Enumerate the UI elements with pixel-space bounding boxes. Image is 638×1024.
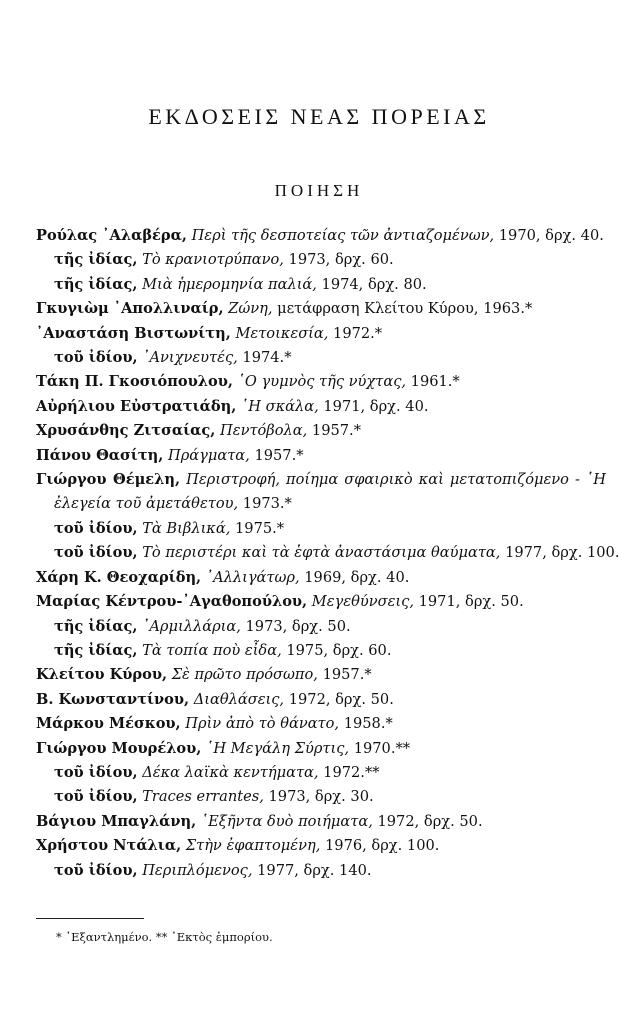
entry-title: Πρὶν ἀπὸ τὸ θάνατο, — [185, 715, 340, 733]
entry-title: Τὸ κρανιοτρύπανο, — [142, 251, 284, 269]
entry-title: Μετοικεσία, — [235, 324, 329, 342]
entry-title: Μεγεθύνσεις, — [311, 593, 414, 611]
list-item — [36, 712, 606, 736]
entry-title: Πεντόβολα, — [220, 422, 308, 440]
entry-details: 1970, δρχ. 40. — [498, 227, 604, 244]
entry-details: 1976, δρχ. 100. — [325, 837, 440, 855]
entry-author: ᾽Αναστάση Βιστωνίτη, — [36, 324, 231, 342]
entry-author: Αὐρήλιου Εὐστρατιάδη, — [36, 397, 237, 415]
entry-details: 1977, δρχ. 140. — [257, 861, 372, 879]
entry-author: Γιώργου Μουρέλου, — [36, 739, 202, 757]
entry-title: Τὸ περιστέρι καὶ τὰ ἑφτὰ ἀναστάσιμα θαύματα, — [142, 544, 501, 562]
list-item — [36, 492, 606, 516]
entry-title: ᾽Αρμιλλάρια, — [142, 617, 241, 635]
entry-author: Γιώργου Θέμελη, — [36, 471, 181, 489]
entry-title: Ζώνη, — [228, 300, 273, 318]
entry-details: 1972.* — [333, 324, 383, 342]
list-item — [36, 663, 606, 687]
list-item — [36, 395, 606, 419]
entry-details: 1957.* — [311, 422, 361, 440]
entry-title: ῾Ο γυμνὸς τῆς νύχτας, — [237, 373, 407, 391]
entry-details: 1973.* — [242, 495, 292, 513]
entry-author: τοῦ ἰδίου, — [54, 349, 138, 367]
entry-title: ᾽Αλλιγάτωρ, — [205, 568, 300, 586]
entry-title: Περιστροφή, ποίημα σφαιρικὸ καὶ μετατοπιζόμενο - ῾Η — [186, 471, 606, 489]
entry-title: Πράγματα, — [168, 446, 250, 464]
entry-title: Δέκα λαϊκὰ κεντήματα, — [142, 763, 319, 781]
entry-details: 1977, δρχ. 100. — [505, 544, 620, 562]
entry-author: τοῦ ἰδίου, — [54, 519, 138, 537]
entry-author: Χάρη Κ. Θεοχαρίδη, — [36, 568, 202, 586]
list-item — [36, 615, 606, 639]
list-item — [36, 590, 606, 614]
entry-author: τοῦ ἰδίου, — [54, 788, 138, 806]
entry-author: Μαρίας Κέντρου-᾽Αγαθοπούλου, — [36, 593, 308, 611]
entry-title: Τὰ Βιβλικά, — [142, 519, 231, 537]
entry-author: τῆς ἰδίας, — [54, 641, 138, 659]
entry-author: Τάκη Π. Γκοσιόπουλου, — [36, 373, 233, 391]
entry-author: τοῦ ἰδίου, — [54, 763, 138, 781]
entry-title: ῾Η Μεγάλη Σύρτις, — [206, 739, 350, 757]
entry-title: Μιὰ ἡμερομηνία παλιά, — [142, 275, 317, 293]
catalog-list — [36, 224, 620, 883]
entry-details: 1961.* — [410, 373, 460, 391]
entry-title: ῾Η σκάλα, — [240, 397, 319, 415]
list-item — [36, 517, 606, 541]
entry-title: Τὰ τοπία ποὺ εἶδα, — [142, 641, 282, 659]
entry-details: 1974.* — [242, 349, 292, 367]
entry-details: 1957.* — [322, 666, 372, 684]
entry-author: τῆς ἰδίας, — [54, 275, 138, 293]
list-item — [36, 297, 606, 321]
list-item — [36, 566, 606, 590]
entry-title: Περὶ τῆς δεσποτείας τῶν ἀντιαζομένων, — [191, 227, 495, 244]
entry-title: ἐλεγεία τοῦ ἀμετάθετου, — [54, 495, 239, 513]
list-item — [36, 346, 606, 370]
list-item — [36, 810, 606, 834]
entry-details: 1972.** — [323, 763, 380, 781]
list-item — [36, 541, 620, 565]
list-item — [36, 688, 606, 712]
entry-title: Διαθλάσεις, — [193, 690, 285, 708]
list-item — [36, 370, 606, 394]
entry-title: ῾Εξῆντα δυὸ ποιήματα, — [200, 812, 373, 830]
section-heading: ΠΟΙΗΣΗ — [274, 181, 364, 200]
list-item — [36, 248, 606, 272]
entry-title: Στὴν ἐφαπτομένη, — [185, 837, 321, 855]
entry-details: 1971, δρχ. 50. — [418, 593, 524, 611]
entry-title: Περιπλόμενος, — [142, 861, 253, 879]
entry-title: ᾽Ανιχνευτές, — [142, 349, 238, 367]
entry-details: 1973, δρχ. 30. — [268, 788, 374, 806]
entry-details: 1970.** — [353, 739, 411, 757]
entry-details: 1972, δρχ. 50. — [377, 812, 483, 830]
list-item — [36, 273, 606, 297]
list-item — [36, 761, 606, 785]
entry-author: Ρούλας ᾽Αλαβέρα, — [36, 227, 187, 244]
entry-details: 1973, δρχ. 50. — [245, 617, 351, 635]
list-item — [36, 444, 606, 468]
entry-author: Βάγιου Μπαγλάνη, — [36, 812, 197, 830]
entry-author: τῆς ἰδίας, — [54, 251, 138, 269]
entry-author: Β. Κωνσταντίνου, — [36, 690, 190, 708]
entry-details: μετάφραση Κλείτου Κύρου, 1963.* — [277, 300, 533, 318]
entry-author: Γκυγιὼμ ᾽Απολλιναίρ, — [36, 300, 224, 318]
list-item — [36, 224, 606, 248]
list-item — [36, 785, 606, 809]
entry-author: Πάνου Θασίτη, — [36, 446, 164, 464]
entry-title: Σὲ πρῶτο πρόσωπο, — [171, 666, 318, 684]
entry-author: τῆς ἰδίας, — [54, 617, 138, 635]
publisher-heading: ΕΚΔΟΣΕΙΣ ΝΕΑΣ ΠΟΡΕΙΑΣ — [148, 104, 490, 129]
entry-author: Χρυσάνθης Ζιτσαίας, — [36, 422, 216, 440]
entry-details: 1975.* — [235, 519, 285, 537]
list-item — [36, 859, 606, 883]
entry-details: 1974, δρχ. 80. — [321, 275, 427, 293]
entry-author: Κλείτου Κύρου, — [36, 666, 168, 684]
list-item — [36, 468, 606, 492]
list-item — [36, 419, 606, 443]
list-item — [36, 834, 606, 858]
entry-details: 1971, δρχ. 40. — [323, 397, 429, 415]
entry-details: 1957.* — [254, 446, 304, 464]
entry-details: 1975, δρχ. 60. — [286, 641, 392, 659]
entry-author: τοῦ ἰδίου, — [54, 861, 138, 879]
footnote: * ᾽Εξαντλημένο. ** ᾽Εκτὸς ἐμπορίου. — [56, 930, 273, 944]
entry-title: Traces errantes, — [142, 788, 264, 806]
entry-author: Μάρκου Μέσκου, — [36, 715, 181, 733]
list-item — [36, 639, 606, 663]
list-item — [36, 322, 606, 346]
entry-details: 1972, δρχ. 50. — [288, 690, 394, 708]
list-item — [36, 737, 606, 761]
entry-author: Χρήστου Ντάλια, — [36, 837, 182, 855]
entry-author: τοῦ ἰδίου, — [54, 544, 138, 562]
entry-details: 1969, δρχ. 40. — [304, 568, 410, 586]
entry-details: 1973, δρχ. 60. — [288, 251, 394, 269]
footnote-divider — [36, 918, 144, 919]
entry-details: 1958.* — [343, 715, 393, 733]
